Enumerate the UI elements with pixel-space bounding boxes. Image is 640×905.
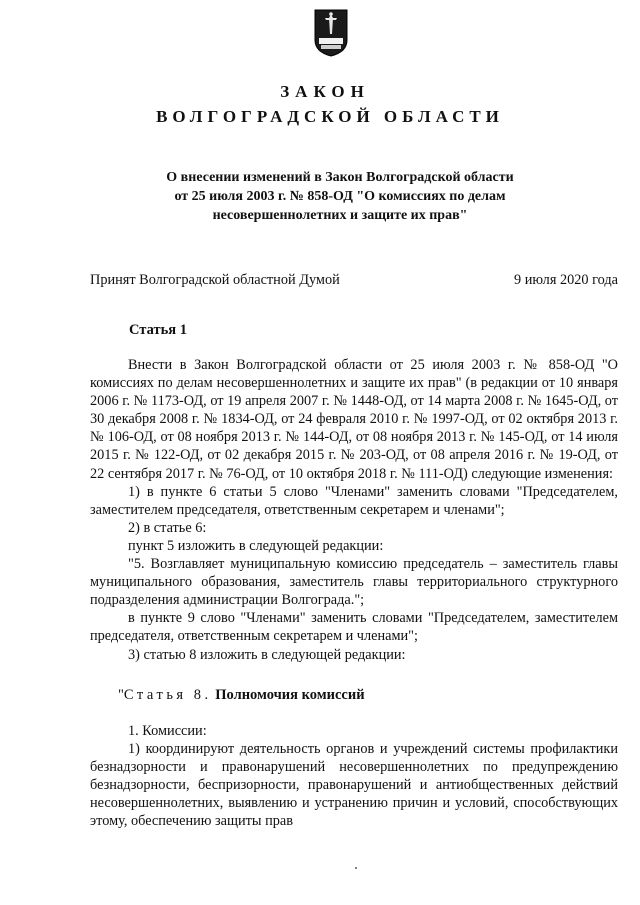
article-8-commissions: 1. Комиссии: bbox=[128, 723, 207, 739]
article-1-item-2a: пункт 5 изложить в следующей редакции: bbox=[128, 537, 384, 554]
article-8-title: Полномочия комиссий bbox=[215, 687, 365, 703]
subject-line-3: несовершеннолетних и защите их прав" bbox=[212, 208, 468, 223]
subject-line-1: О внесении изменений в Закон Волгоградской области bbox=[166, 170, 514, 185]
scan-artifact-dot bbox=[355, 867, 357, 869]
adoption-date: 9 июля 2020 года bbox=[513, 272, 618, 288]
article-1-item-2: 2) в статье 6: bbox=[128, 519, 207, 536]
article-8-quote: " bbox=[118, 687, 124, 703]
article-1-item-3: 3) статью 8 изложить в следующей редакции: bbox=[128, 646, 406, 663]
subject-line-2: от 25 июля 2003 г. № 858-ОД "О комиссиях по делам bbox=[174, 189, 506, 204]
article-8-heading bbox=[118, 687, 365, 704]
article-8-point-1: 1) координируют деятельность органов и учреждений системы профилактики безнадзорности и правонарушений несовершеннолетних по предупреждению безнадзорности, беспризорности, правонарушений и антиобщественных действий несовершеннолетних, выявлению и устранению причин и условий, способствующих этому, обеспечению защиты прав bbox=[90, 741, 618, 830]
article-8-body bbox=[90, 722, 618, 831]
adoption-line bbox=[90, 272, 618, 289]
region-title: ВОЛГОГРАДСКОЙ ОБЛАСТИ bbox=[156, 107, 504, 126]
article-1-intro: Внести в Закон Волгоградской области от 25 июля 2003 г. № 858-ОД "О комиссиях по делам несовершеннолетних и защите их прав" (в редакции от 10 января 2006 г. № 1173-ОД, от 19 апреля 2007 г. № 1448-ОД, от 14 марта 2008 г. № 1645-ОД, от 30 декабря 2008 г. № 1834-ОД, от 24 февраля 2010 г. № 1997-ОД, от 02 октября 2013 г. № 106-ОД, от 08 ноября 2013 г. № 144-ОД, от 08 ноября 2013 г. № 145-ОД, от 14 июля 2015 г. № 122-ОД, от 02 декабря 2015 г. № 203-ОД, от 08 апреля 2016 г. № 19-ОД, от 22 сентября 2017 г. № 76-ОД, от 10 октября 2018 г. № 111-ОД) следующие изменения: bbox=[90, 357, 618, 482]
law-title: ЗАКОН bbox=[280, 82, 370, 101]
article-8-label: Статья 8. bbox=[123, 687, 212, 703]
article-1-item-1: 1) в пункте 6 статьи 5 слово "Членами" заменить словами "Председателем, заместителем председателя, ответственным секретарем и членами"; bbox=[90, 483, 618, 518]
law-subject bbox=[130, 168, 550, 225]
article-1-body bbox=[90, 356, 618, 664]
volgograd-coat-of-arms-icon bbox=[313, 8, 349, 58]
adopted-by: Принят Волгоградской областной Думой bbox=[90, 272, 340, 288]
article-1-item-2c: в пункте 9 слово "Членами" заменить словами "Председателем, заместителем председателя, ответственным секретарем и членами"; bbox=[90, 610, 618, 645]
article-1-heading: Статья 1 bbox=[129, 322, 187, 338]
article-1-item-2b: "5. Возглавляет муниципальную комиссию председатель – заместитель главы муниципального образования, заместитель главы территориального структурного подразделения администрации Волгограда."; bbox=[90, 556, 618, 609]
